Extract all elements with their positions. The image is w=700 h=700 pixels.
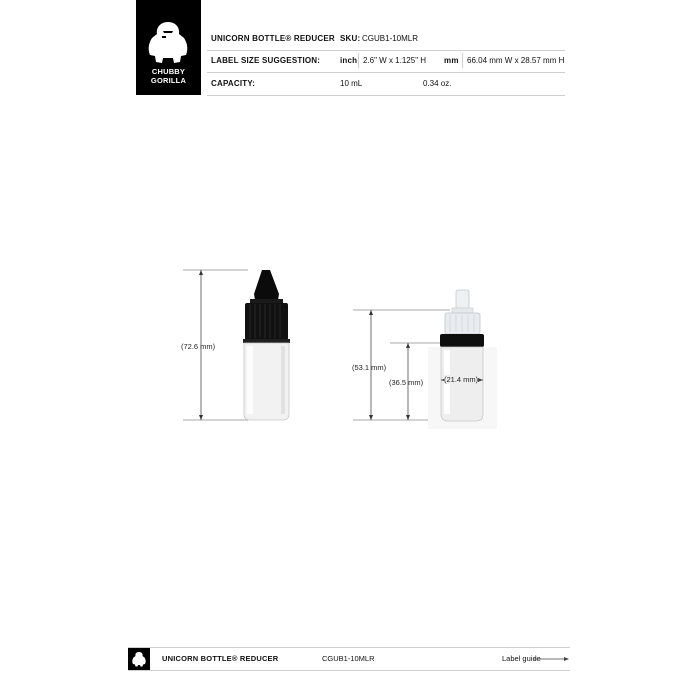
- inch-value: 2.6" W x 1.125" H: [363, 56, 427, 65]
- brand-name-line2: GORILLA: [150, 76, 187, 85]
- footer-sku: CGUB1-10MLR: [322, 654, 375, 663]
- sku-label: SKU:: [340, 34, 361, 43]
- capacity-ml: 10 mL: [340, 79, 363, 88]
- mm-value: 66.04 mm W x 28.57 mm H: [467, 56, 565, 65]
- footer-label-guide-link[interactable]: Label guide: [502, 654, 541, 663]
- gorilla-icon: [128, 648, 150, 670]
- product-name: UNICORN BOTTLE® REDUCER: [211, 34, 335, 43]
- sku-value: CGUB1-10MLR: [362, 34, 419, 43]
- right-diameter-label: (21.4 mm): [444, 375, 479, 384]
- page-footer: [128, 647, 570, 671]
- capacity-oz: 0.34 oz.: [423, 79, 452, 88]
- right-height-label: (53.1 mm): [352, 363, 387, 372]
- footer-product: UNICORN BOTTLE® REDUCER: [162, 654, 279, 663]
- mm-unit: mm: [444, 56, 459, 65]
- label-size-label: LABEL SIZE SUGGESTION:: [211, 56, 321, 65]
- footer-logo: [128, 648, 150, 670]
- brand-name-line1: CHUBBY: [151, 67, 186, 76]
- inch-unit: inch: [340, 56, 358, 65]
- arrow-right-icon: [531, 654, 571, 664]
- right-body-height-label: (36.5 mm): [389, 378, 424, 387]
- left-height-label: (72.6 mm): [181, 342, 216, 351]
- capacity-label: CAPACITY:: [211, 79, 256, 88]
